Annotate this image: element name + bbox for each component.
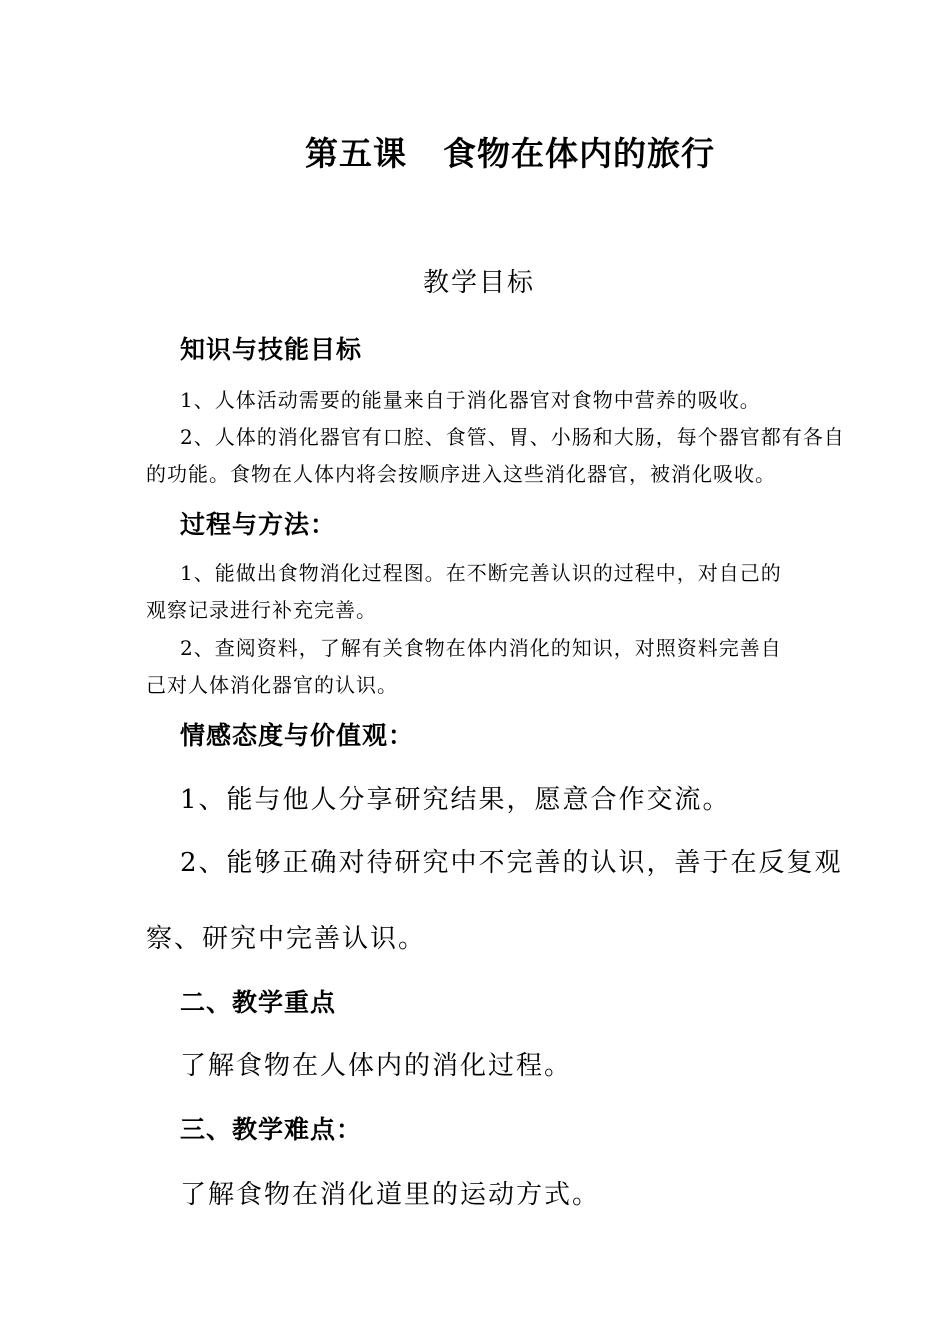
emotion-heading: 情感态度与价值观： bbox=[180, 721, 415, 750]
key-point-heading: 二、教学重点 bbox=[180, 988, 337, 1017]
difficulty-heading: 三、教学难点： bbox=[180, 1115, 363, 1144]
knowledge-item-2-line-2: 的功能。食物在人体内将会按顺序进入这些消化器官，被消化吸收。 bbox=[146, 462, 776, 486]
lesson-name: 食物在体内的旅行 bbox=[443, 134, 715, 173]
key-point-text: 了解食物在人体内的消化过程。 bbox=[180, 1051, 573, 1081]
knowledge-item-1: 1、人体活动需要的能量来自于消化器官对食物中营养的吸收。 bbox=[180, 388, 761, 412]
process-item-2-line-2: 己对人体消化器官的认识。 bbox=[146, 673, 398, 697]
process-heading: 过程与方法： bbox=[180, 510, 337, 539]
knowledge-heading: 知识与技能目标 bbox=[180, 335, 363, 364]
lesson-number: 第五课 bbox=[305, 134, 407, 173]
emotion-item-2-line-1: 2、能够正确对待研究中不完善的认识，善于在反复观 bbox=[180, 848, 843, 878]
emotion-item-2-line-2: 察、研究中完善认识。 bbox=[146, 924, 427, 954]
process-item-1-line-2: 观察记录进行补充完善。 bbox=[146, 598, 377, 622]
page-title bbox=[305, 128, 715, 175]
emotion-item-1: 1、能与他人分享研究结果，愿意合作交流。 bbox=[180, 785, 731, 815]
process-item-2-line-1: 2、查阅资料，了解有关食物在体内消化的知识，对照资料完善自 bbox=[180, 636, 782, 660]
objectives-heading: 教学目标 bbox=[423, 268, 536, 298]
process-item-1-line-1: 1、能做出食物消化过程图。在不断完善认识的过程中，对自己的 bbox=[180, 561, 782, 585]
difficulty-text: 了解食物在消化道里的运动方式。 bbox=[180, 1180, 601, 1210]
knowledge-item-2-line-1: 2、人体的消化器官有口腔、食管、胃、小肠和大肠，每个器官都有各自 bbox=[180, 425, 845, 449]
